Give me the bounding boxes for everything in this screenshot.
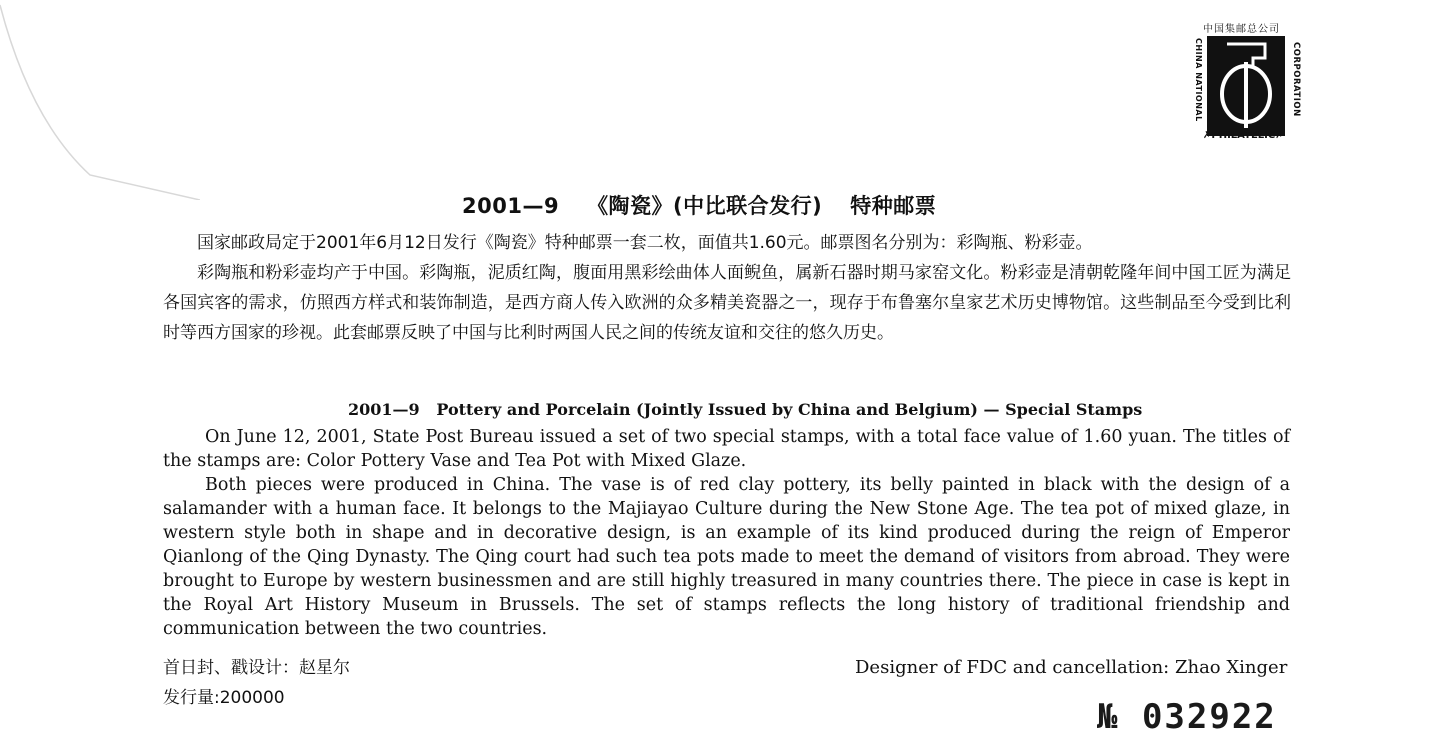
title-type: 特种邮票	[850, 194, 937, 218]
en-paragraph: Both pieces were produced in China. The vase is of red clay pottery, its belly painted in black with the design of a salamander with a human face. It belongs to the Majiayao Culture during the New Stone Age. The tea pot of mixed glaze, in western style both in shape and in decorative design, is an example of its kind produced during the reign of Emperor Qianlong of the Qing Dynasty. The Qing court had such tea pots made to meet the demand of visitors from abroad. They were brought to Europe by western businessmen and are still highly treasured in many countries there. The piece in case is kept in the Royal Art History Museum in Brussels. The set of stamps reflects the long history of traditional friendship and communication between the two countries.	[163, 475, 1290, 639]
logo-right-text: CORPORATION	[1291, 42, 1301, 117]
designer-english: Designer of FDC and cancellation: Zhao Xinger	[855, 657, 1288, 678]
logo-left-text: CHINA NATIONAL	[1194, 38, 1203, 122]
english-title: 2001—9 Pottery and Porcelain (Jointly Issued by China and Belgium) — Special Stamps	[348, 400, 1143, 419]
title-name: 《陶瓷》(中比联合发行)	[587, 194, 823, 218]
cn-paragraph: 彩陶瓶和粉彩壶均产于中国。彩陶瓶，泥质红陶，腹面用黑彩绘曲体人面鲵鱼，属新石器时期马家窑文化。粉彩壶是清朝乾隆年间中国工匠为满足各国宾客的需求，仿照西方样式和装饰制造，是西方商人传入欧洲的众多精美瓷器之一，现存于布鲁塞尔皇家艺术历史博物馆。这些制品至今受到比利时等西方国家的珍视。此套邮票反映了中国与比利时两国人民之间的传统友谊和交往的悠久历史。	[163, 263, 1291, 343]
cn-paragraph: 国家邮政局定于2001年6月12日发行《陶瓷》特种邮票一套二枚，面值共1.60元。邮票图名分别为：彩陶瓶、粉彩壶。	[197, 233, 1093, 253]
title-number: 2001—9	[462, 194, 560, 218]
designer-chinese: 首日封、戳设计：赵星尔	[163, 658, 350, 678]
chinese-description	[163, 228, 1291, 348]
serial-number: № 032922	[1097, 697, 1277, 737]
china-national-philatelic-logo	[1195, 20, 1310, 145]
issue-quantity: 发行量:200000	[163, 688, 285, 708]
logo-top-text: 中国集邮总公司	[1203, 24, 1280, 35]
logo-bottom-label: PHILATELIC	[1211, 130, 1276, 141]
chinese-title	[462, 190, 936, 220]
stamp-emblem-icon	[1207, 36, 1285, 136]
envelope-flap-edge	[0, 0, 200, 200]
logo-bottom-text: ✗PHILATELIC✗	[1203, 130, 1284, 141]
english-description	[163, 425, 1290, 641]
en-paragraph: On June 12, 2001, State Post Bureau issued a set of two special stamps, with a total face value of 1.60 yuan. The titles of the stamps are: Color Pottery Vase and Tea Pot with Mixed Glaze.	[163, 427, 1290, 471]
logo-emblem	[1207, 36, 1285, 136]
